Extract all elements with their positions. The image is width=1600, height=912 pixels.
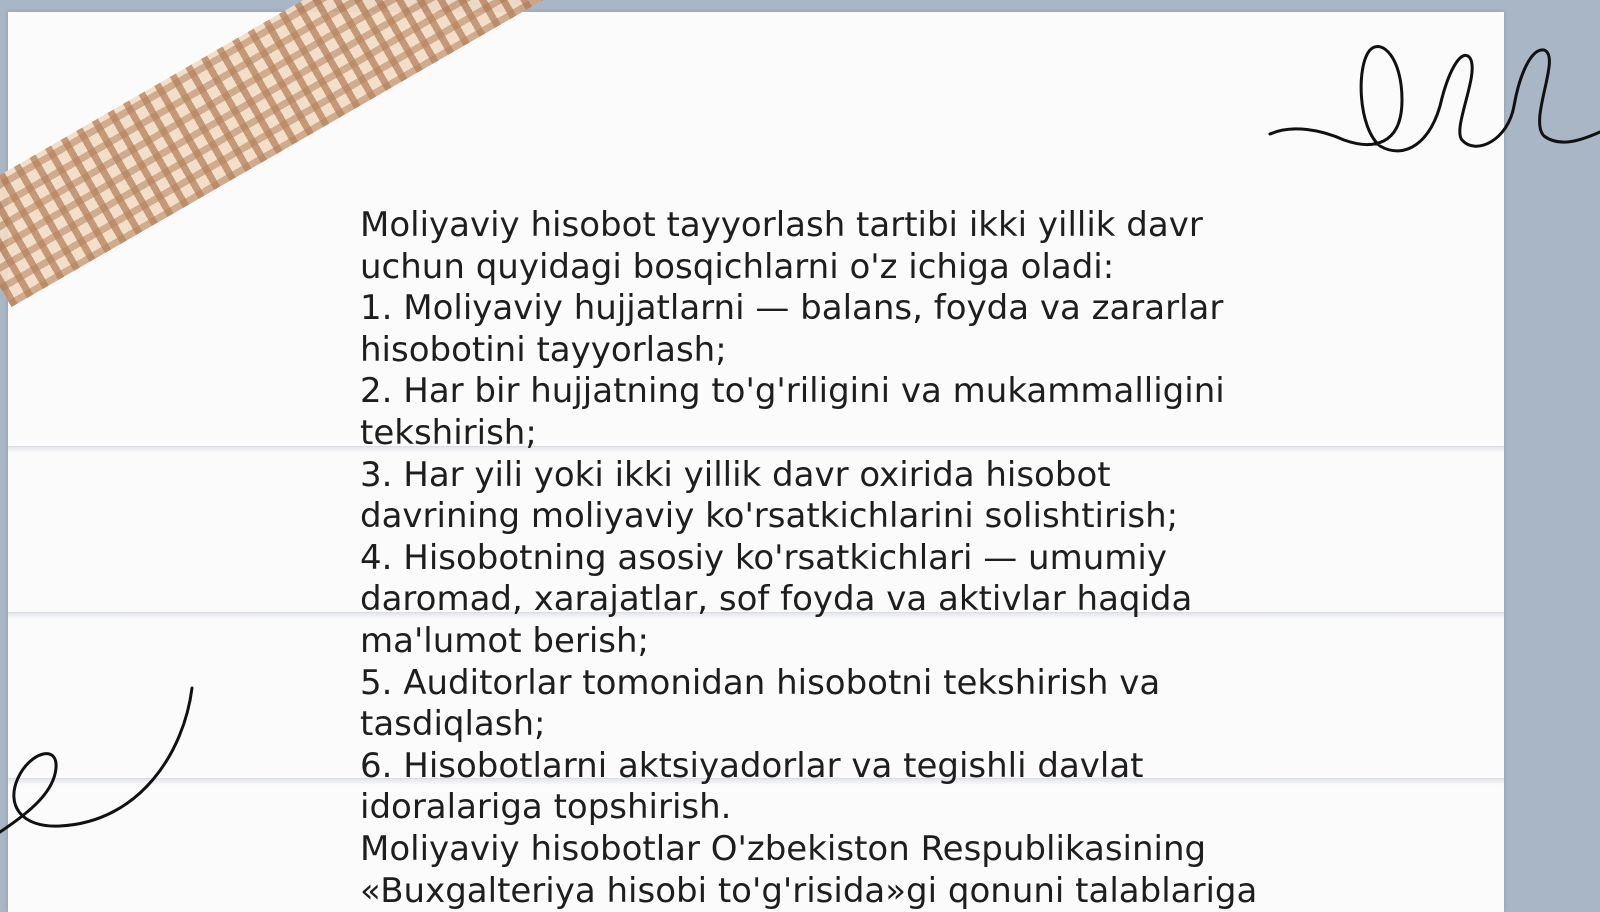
document-closing: Moliyaviy hisobotlar O'zbekiston Respublikasining «Buxgalteriya hisobi to'g'risida»gi qonuni talablariga [360, 828, 1258, 911]
document-body [360, 205, 1260, 912]
list-item: 5. Auditorlar tomonidan hisobotni tekshirish va tasdiqlash; [360, 662, 1161, 745]
list-item: 4. Hisobotning asosiy ko'rsatkichlari — umumiy daromad, xarajatlar, sof foyda va aktivlar haqida ma'lumot berish; [360, 537, 1193, 661]
loop-scribble-icon [1262, 28, 1600, 158]
list-item: 2. Har bir hujjatning to'g'riligini va mukammalligini tekshirish; [360, 371, 1225, 453]
list-item: 3. Har yili yoki ikki yillik davr oxirida hisobot davrining moliyaviy ko'rsatkichlarini solishtirish; [360, 454, 1179, 537]
swirl-doodle-icon [0, 682, 200, 852]
document-intro: Moliyaviy hisobot tayyorlash tartibi ikki yillik davr uchun quyidagi bosqichlarni o'z ichiga oladi: [360, 205, 1203, 287]
list-item: 1. Moliyaviy hujjatlarni — balans, foyda va zararlar hisobotini tayyorlash; [360, 288, 1224, 370]
list-item: 6. Hisobotlarni aktsiyadorlar va tegishli davlat idoralariga topshirish. [360, 745, 1144, 828]
